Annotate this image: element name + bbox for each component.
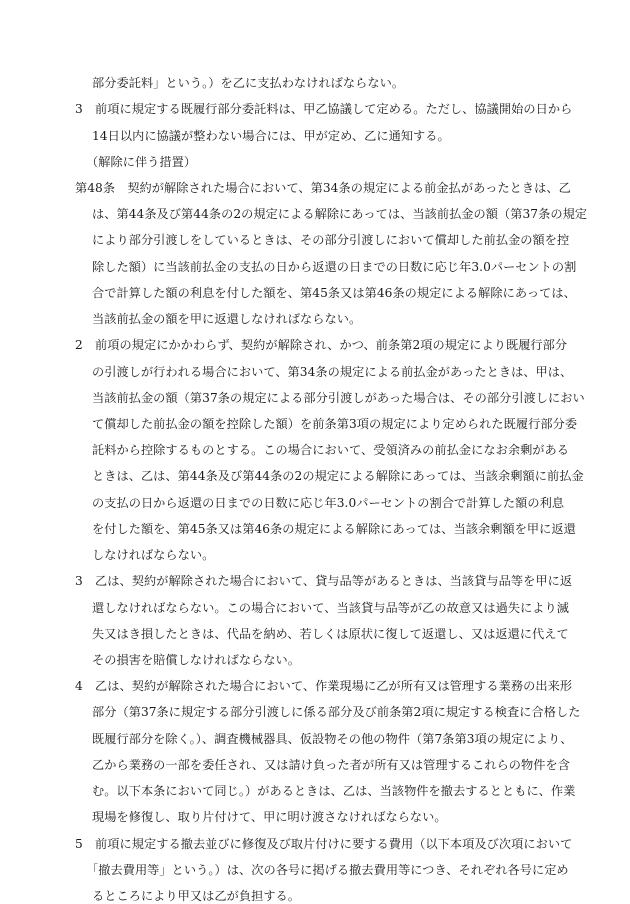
text-line: 当該前払金の額を甲に返還しなければならない。 [92,312,362,326]
text-line: 3 前項に規定する既履行部分委託料は、甲乙協議して定める。ただし、協議開始の日から [75,102,573,117]
text-line: 既履行部分を除く。）、調査機械器具、仮設物その他の物件（第7条第3項の規定により、 [92,731,573,746]
text-line: 部分（第37条に規定する部分引渡しに係る部分及び前条第2項に規定する検査に合格した [92,705,581,720]
text-line: 2 前項の規定にかかわらず、契約が解除され、かつ、前条第2項の規定により既履行部分 [75,338,568,353]
text-line: 14日以内に協議が整わない場合には、甲が定め、乙に通知する。 [92,128,450,143]
text-line: 4 乙は、契約が解除された場合において、作業現場に乙が所有又は管理する業務の出来形 [75,679,573,694]
text-line: 失又はき損したときは、代品を納め、若しくは原状に復して返還し、又は返還に代えて [92,626,569,641]
text-line: 第48条 契約が解除された場合において、第34条の規定による前金払があったときは、乙 [75,180,571,195]
text-line: 部分委託料」という。）を乙に支払わなければならない。 [92,76,405,90]
text-line: 現場を修復し、取り片付けて、甲に明け渡さなければならない。 [92,810,447,825]
text-line: て償却した前払金の額を控除した額）を前条第3項の規定により定められた既履行部分委 [92,416,578,431]
text-line: 「撤去費用等」という。）は、次の各号に掲げる撤去費用等につき、それぞれ各号に定め [86,862,569,877]
section-heading: （解除に伴う措置） [86,154,197,169]
text-line: を付した額を、第45条又は第46条の規定による解除にあっては、当該余剰額を甲に返還 [92,521,576,536]
text-line: しなければならない。 [92,548,215,563]
text-line: 3 乙は、契約が解除された場合において、貸与品等があるときは、当該貸与品等を甲に返 [75,574,573,589]
text-line: 除した額）に当該前払金の支払の日から返還の日までの日数に応じ年3.0パーセントの割 [92,259,577,274]
text-line: 当該前払金の額（第37条の規定による部分引渡しがあった場合は、その部分引渡しにおい [92,390,585,405]
text-line: るところにより甲又は乙が負担する。 [92,889,301,903]
text-line: その損害を賠償しなければならない。 [92,653,301,667]
text-line: の引渡しが行われる場合において、第34条の規定による前払金があったときは、甲は、 [92,364,573,379]
text-line: 5 前項に規定する撤去並びに修復及び取片付けに要する費用（以下本項及び次項において [75,836,573,851]
text-line: 乙から業務の一部を委任され、又は請け負った者が所有又は管理するこれらの物件を含 [92,757,570,772]
text-line: の支払の日から返還の日までの日数に応じ年3.0パーセントの割合で計算した額の利息 [92,495,565,510]
text-line: により部分引渡しをしているときは、その部分引渡しにおいて償却した前払金の額を控 [92,233,570,248]
text-line: 還しなければならない。この場合において、当該貸与品等が乙の故意又は過失により滅 [92,600,570,615]
text-line: む。以下本条において同じ。）があるときは、乙は、当該物件を撤去するとともに、作業 [92,784,576,799]
text-line: は、第44条及び第44条の2の規定による解除にあっては、当該前払金の額（第37条の規定 [92,207,588,222]
text-line: ときは、乙は、第44条及び第44条の2の規定による解除にあっては、当該余剰額に前払金 [92,469,584,484]
text-line: 託料から控除するものとする。この場合において、受領済みの前払金になお余剰がある [92,443,570,458]
text-line: 合で計算した額の利息を付した額を、第45条又は第46条の規定による解除にあっては、 [92,285,576,300]
